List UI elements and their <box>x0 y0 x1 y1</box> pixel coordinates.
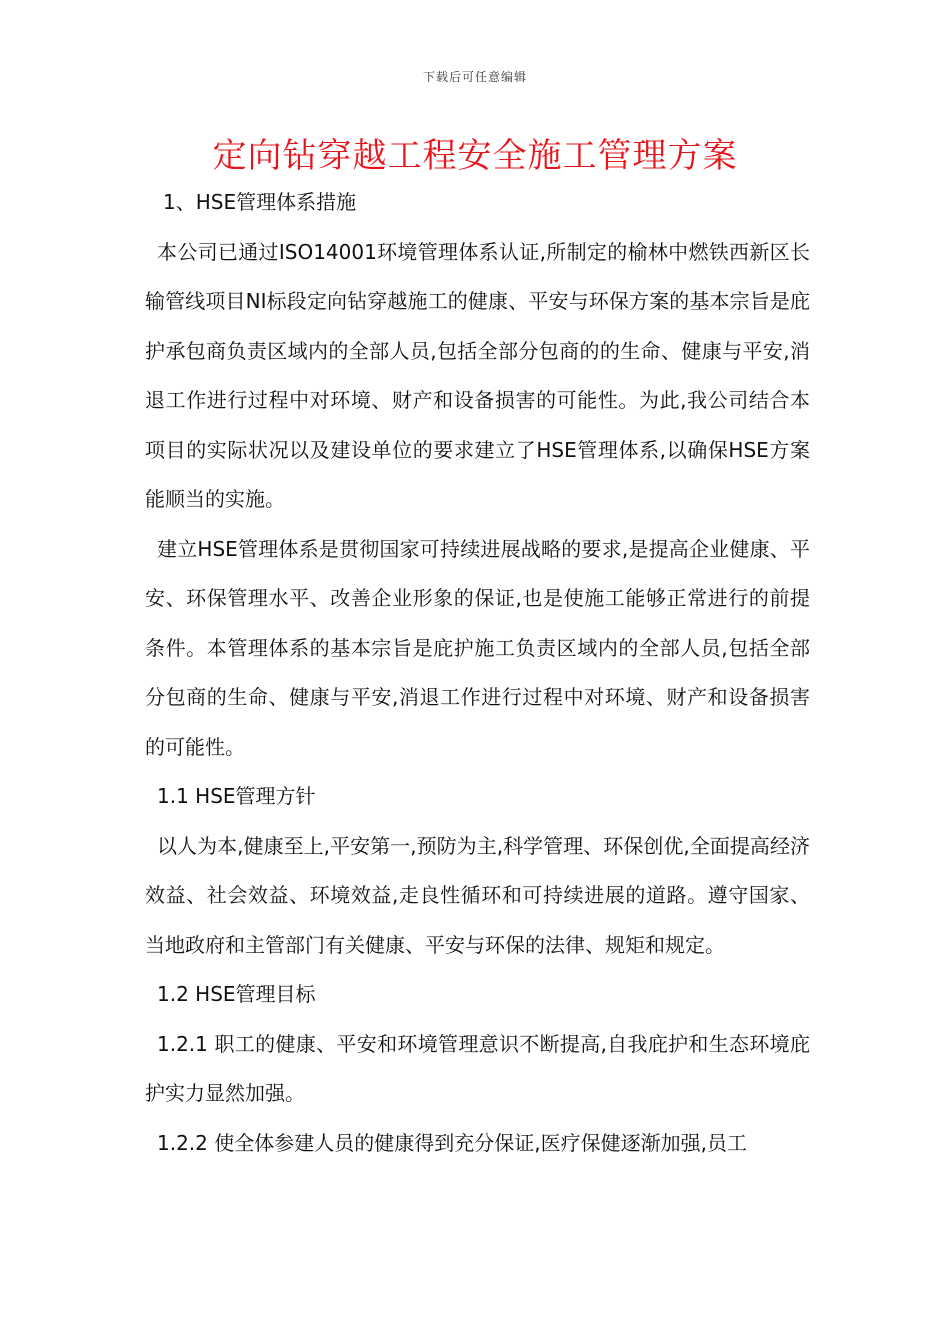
section-1-2-heading: 1.2 HSE管理目标 <box>157 982 316 1006</box>
paragraph-1: 本公司已通过ISO14001环境管理体系认证,所制定的榆林中燃铁西新区长输管线项目NI标段定向钻穿越施工的健康、平安与环保方案的基本宗旨是庇护承包商负责区域内的全部人员,包括全部分包商的的生命、健康与平安,消退工作进行过程中对环境、财产和设备损害的可能性。为此,我公司结合本项目的实际状况以及建设单位的要求建立了HSE管理体系,以确保HSE方案能顺当的实施。 <box>145 239 810 511</box>
document-body <box>145 178 810 1168</box>
paragraph-2: 建立HSE管理体系是贯彻国家可持续进展战略的要求,是提高企业健康、平安、环保管理水平、改善企业形象的保证,也是使施工能够正常进行的前提条件。本管理体系的基本宗旨是庇护施工负责区域内的全部人员,包括全部分包商的生命、健康与平安,消退工作进行过程中对环境、财产和设备损害的可能性。 <box>145 536 810 759</box>
document-title: 定向钻穿越工程安全施工管理方案 <box>212 136 738 176</box>
section-1-heading: 1、HSE管理体系措施 <box>163 190 357 214</box>
paragraph-4: 1.2.1 职工的健康、平安和环境管理意识不断提高,自我庇护和生态环境庇护实力显然加强。 <box>145 1031 810 1105</box>
paragraph-3: 以人为本,健康至上,平安第一,预防为主,科学管理、环保创优,全面提高经济效益、社会效益、环境效益,走良性循环和可持续进展的道路。遵守国家、当地政府和主管部门有关健康、平安与环保的法律、规矩和规定。 <box>145 833 810 957</box>
section-1-1-heading: 1.1 HSE管理方针 <box>157 784 316 808</box>
paragraph-5: 1.2.2 使全体参建人员的健康得到充分保证,医疗保健逐渐加强,员工 <box>157 1130 747 1155</box>
header-note: 下载后可任意编辑 <box>422 70 527 84</box>
